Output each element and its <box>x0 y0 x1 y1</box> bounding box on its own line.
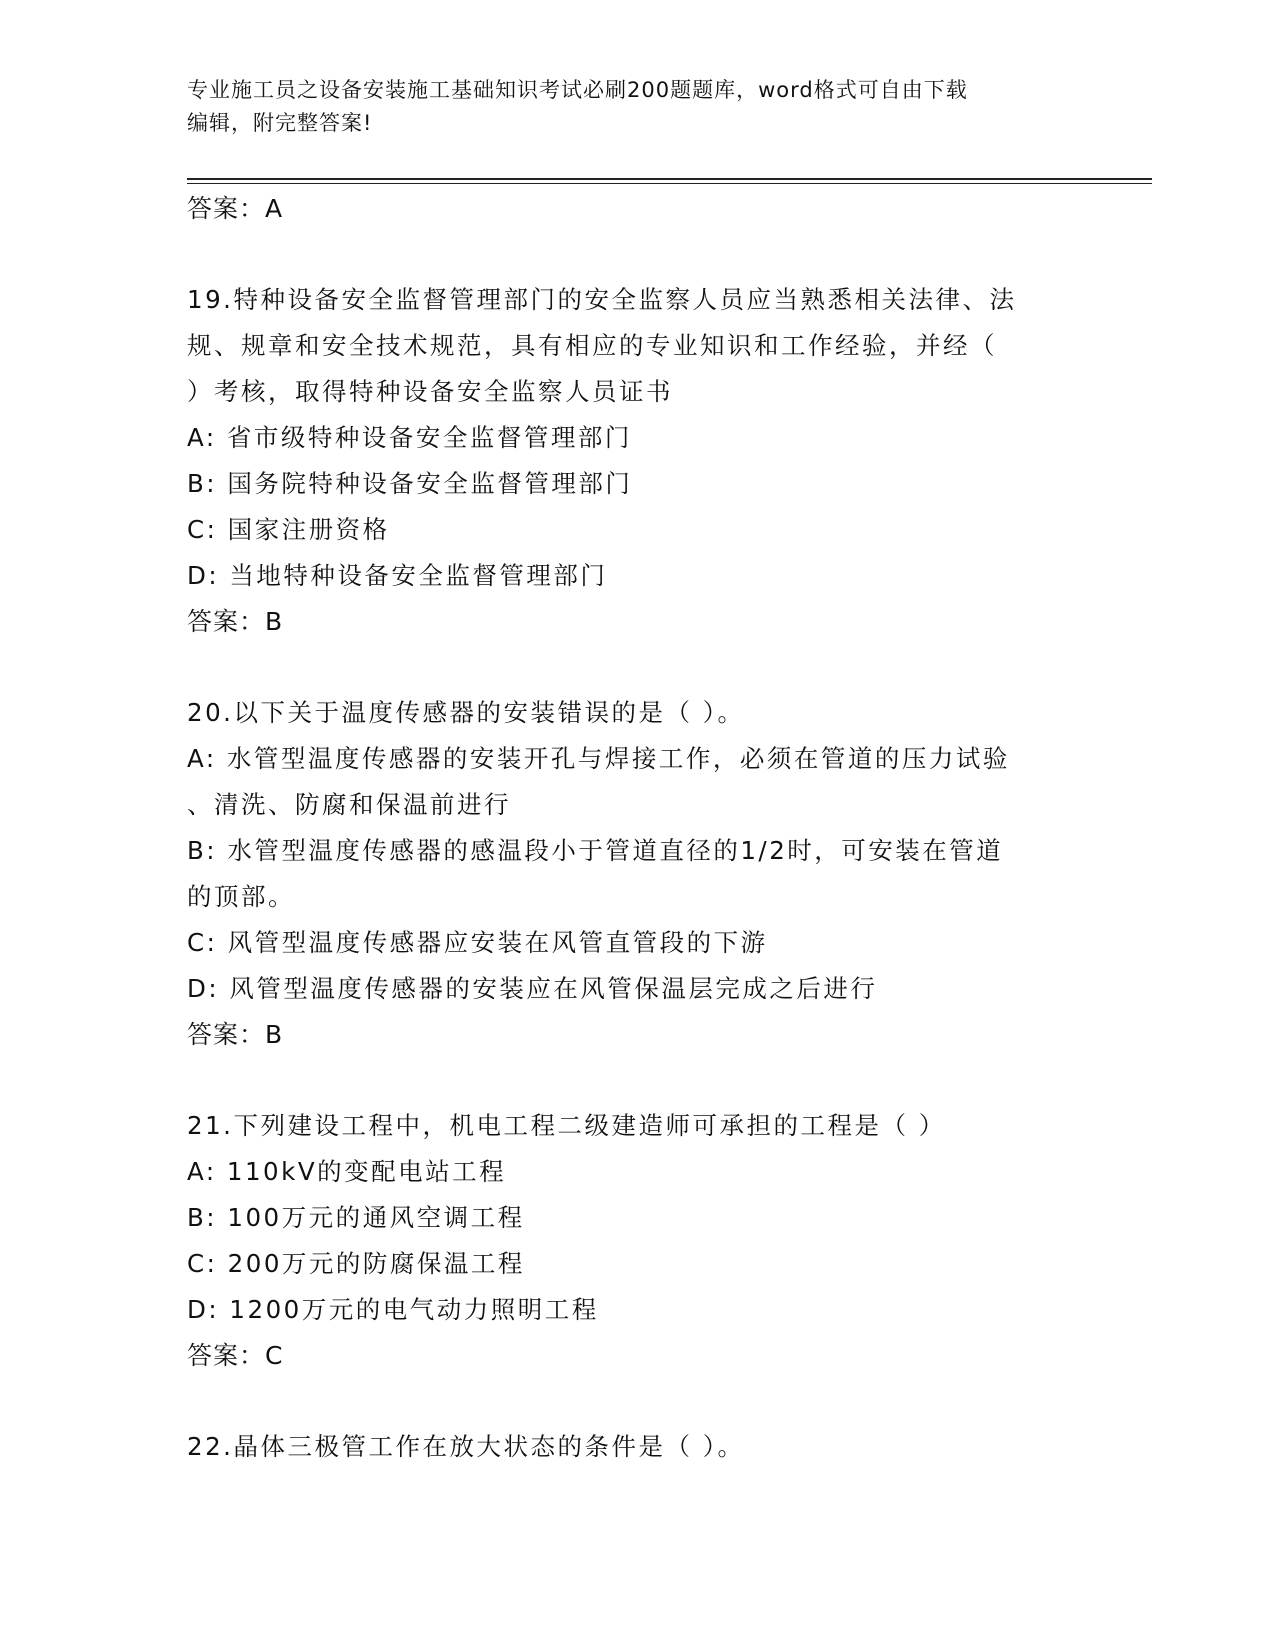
header-title-line-2: 编辑，附完整答案! <box>187 111 373 135</box>
option-d: D: 1200万元的电气动力照明工程 <box>187 1295 599 1324</box>
option-d: D: 风管型温度传感器的安装应在风管保温层完成之后进行 <box>187 974 878 1003</box>
question-21 <box>187 1103 1087 1379</box>
question-stem-line: 22.晶体三极管工作在放大状态的条件是（ ）。 <box>187 1432 745 1461</box>
spacer <box>187 645 1087 690</box>
option-b: B: 100万元的通风空调工程 <box>187 1203 525 1232</box>
option-b: B: 国务院特种设备安全监督管理部门 <box>187 469 633 498</box>
question-22 <box>187 1424 1087 1470</box>
option-a: A: 水管型温度传感器的安装开孔与焊接工作，必须在管道的压力试验 <box>187 744 1010 773</box>
option-d: D: 当地特种设备安全监督管理部门 <box>187 561 608 590</box>
spacer <box>187 232 1087 277</box>
option-c: C: 国家注册资格 <box>187 515 390 544</box>
option-c: C: 200万元的防腐保温工程 <box>187 1249 525 1278</box>
option-c: C: 风管型温度传感器应安装在风管直管段的下游 <box>187 928 768 957</box>
answer: 答案：B <box>187 607 284 636</box>
header-title-line-1: 专业施工员之设备安装施工基础知识考试必刷200题题库，word格式可自由下载 <box>187 78 968 102</box>
spacer <box>187 1058 1087 1103</box>
answer: 答案：C <box>187 1341 284 1370</box>
question-stem-line: 19.特种设备安全监督管理部门的安全监察人员应当熟悉相关法律、法 <box>187 285 1017 314</box>
document-header <box>187 74 1087 140</box>
option-a-continued: 、清洗、防腐和保温前进行 <box>187 790 511 819</box>
question-stem-line: 21.下列建设工程中，机电工程二级建造师可承担的工程是（ ） <box>187 1111 946 1140</box>
option-b-continued: 的顶部。 <box>187 882 295 911</box>
question-stem-line: 规、规章和安全技术规范，具有相应的专业知识和工作经验，并经（ <box>187 331 997 360</box>
option-b: B: 水管型温度传感器的感温段小于管道直径的1/2时，可安装在管道 <box>187 836 1004 865</box>
question-stem-line: 20.以下关于温度传感器的安装错误的是（ ）。 <box>187 698 745 727</box>
spacer <box>187 1379 1087 1424</box>
answer: 答案：B <box>187 1020 284 1049</box>
answer-previous: 答案：A <box>187 194 284 223</box>
question-list <box>187 186 1087 1470</box>
question-19 <box>187 277 1087 645</box>
question-stem-line: ）考核，取得特种设备安全监察人员证书 <box>187 377 673 406</box>
option-a: A: 110kV的变配电站工程 <box>187 1157 507 1186</box>
question-20 <box>187 690 1087 1058</box>
option-a: A: 省市级特种设备安全监督管理部门 <box>187 423 632 452</box>
header-divider <box>187 178 1152 184</box>
